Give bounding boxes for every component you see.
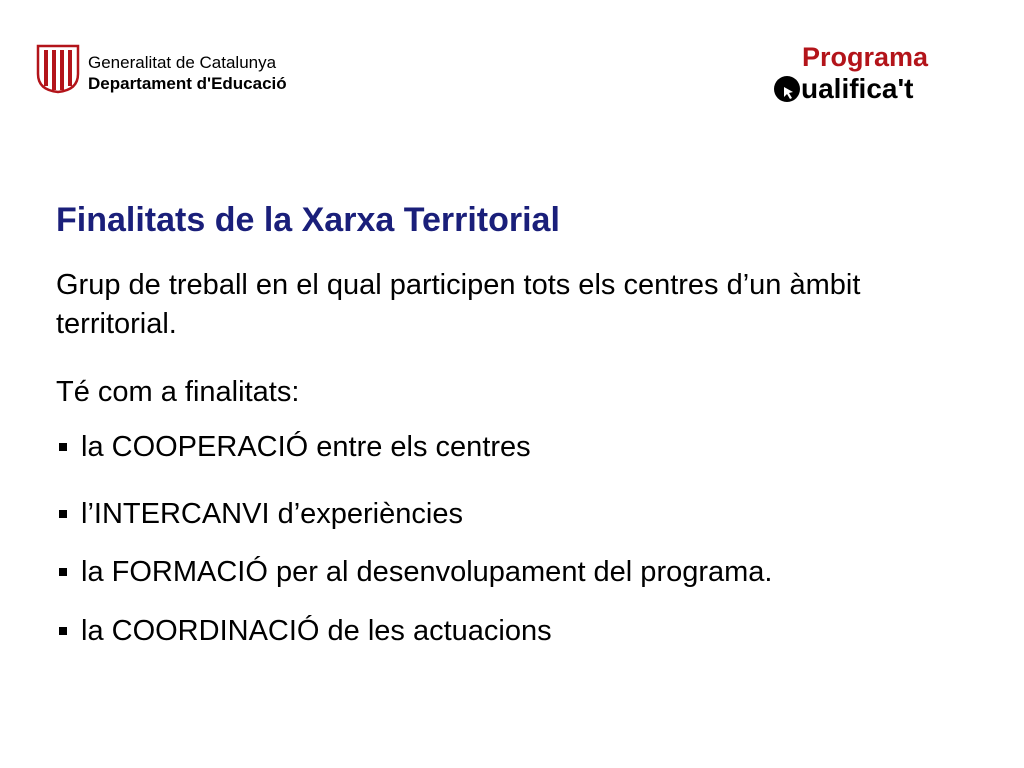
qualificat-label: ualifica't	[801, 73, 914, 104]
bullet-square-icon	[59, 627, 67, 635]
q-arrow-icon	[774, 76, 800, 102]
list-item-text: la COORDINACIÓ de les actuacions	[81, 615, 552, 647]
list-item	[56, 612, 552, 650]
list-item-text: l’INTERCANVI d’experiències	[81, 498, 463, 530]
programa-qualificat-logo	[772, 40, 932, 106]
intro-paragraph: Grup de treball en el qual participen tots els centres d’un àmbit territorial.	[56, 269, 861, 340]
list-item-text: la COOPERACIÓ entre els centres	[81, 431, 531, 463]
org-line2: Departament d'Educació	[88, 74, 287, 93]
qualificat-wordmark	[774, 72, 913, 106]
list-item	[56, 495, 463, 533]
list-item	[56, 428, 531, 466]
bullet-square-icon	[59, 443, 67, 451]
programa-label: Programa	[801, 42, 928, 72]
bullet-square-icon	[59, 568, 67, 576]
bullet-square-icon	[59, 510, 67, 518]
organization-name	[88, 52, 287, 94]
generalitat-logo-icon	[36, 44, 80, 94]
org-line1: Generalitat de Catalunya	[88, 53, 277, 72]
list-item-text: la FORMACIÓ per al desenvolupament del programa.	[81, 556, 773, 588]
list-item	[56, 553, 772, 591]
aims-intro: Té com a finalitats:	[56, 376, 300, 408]
slide-title: Finalitats de la Xarxa Territorial	[56, 201, 560, 239]
